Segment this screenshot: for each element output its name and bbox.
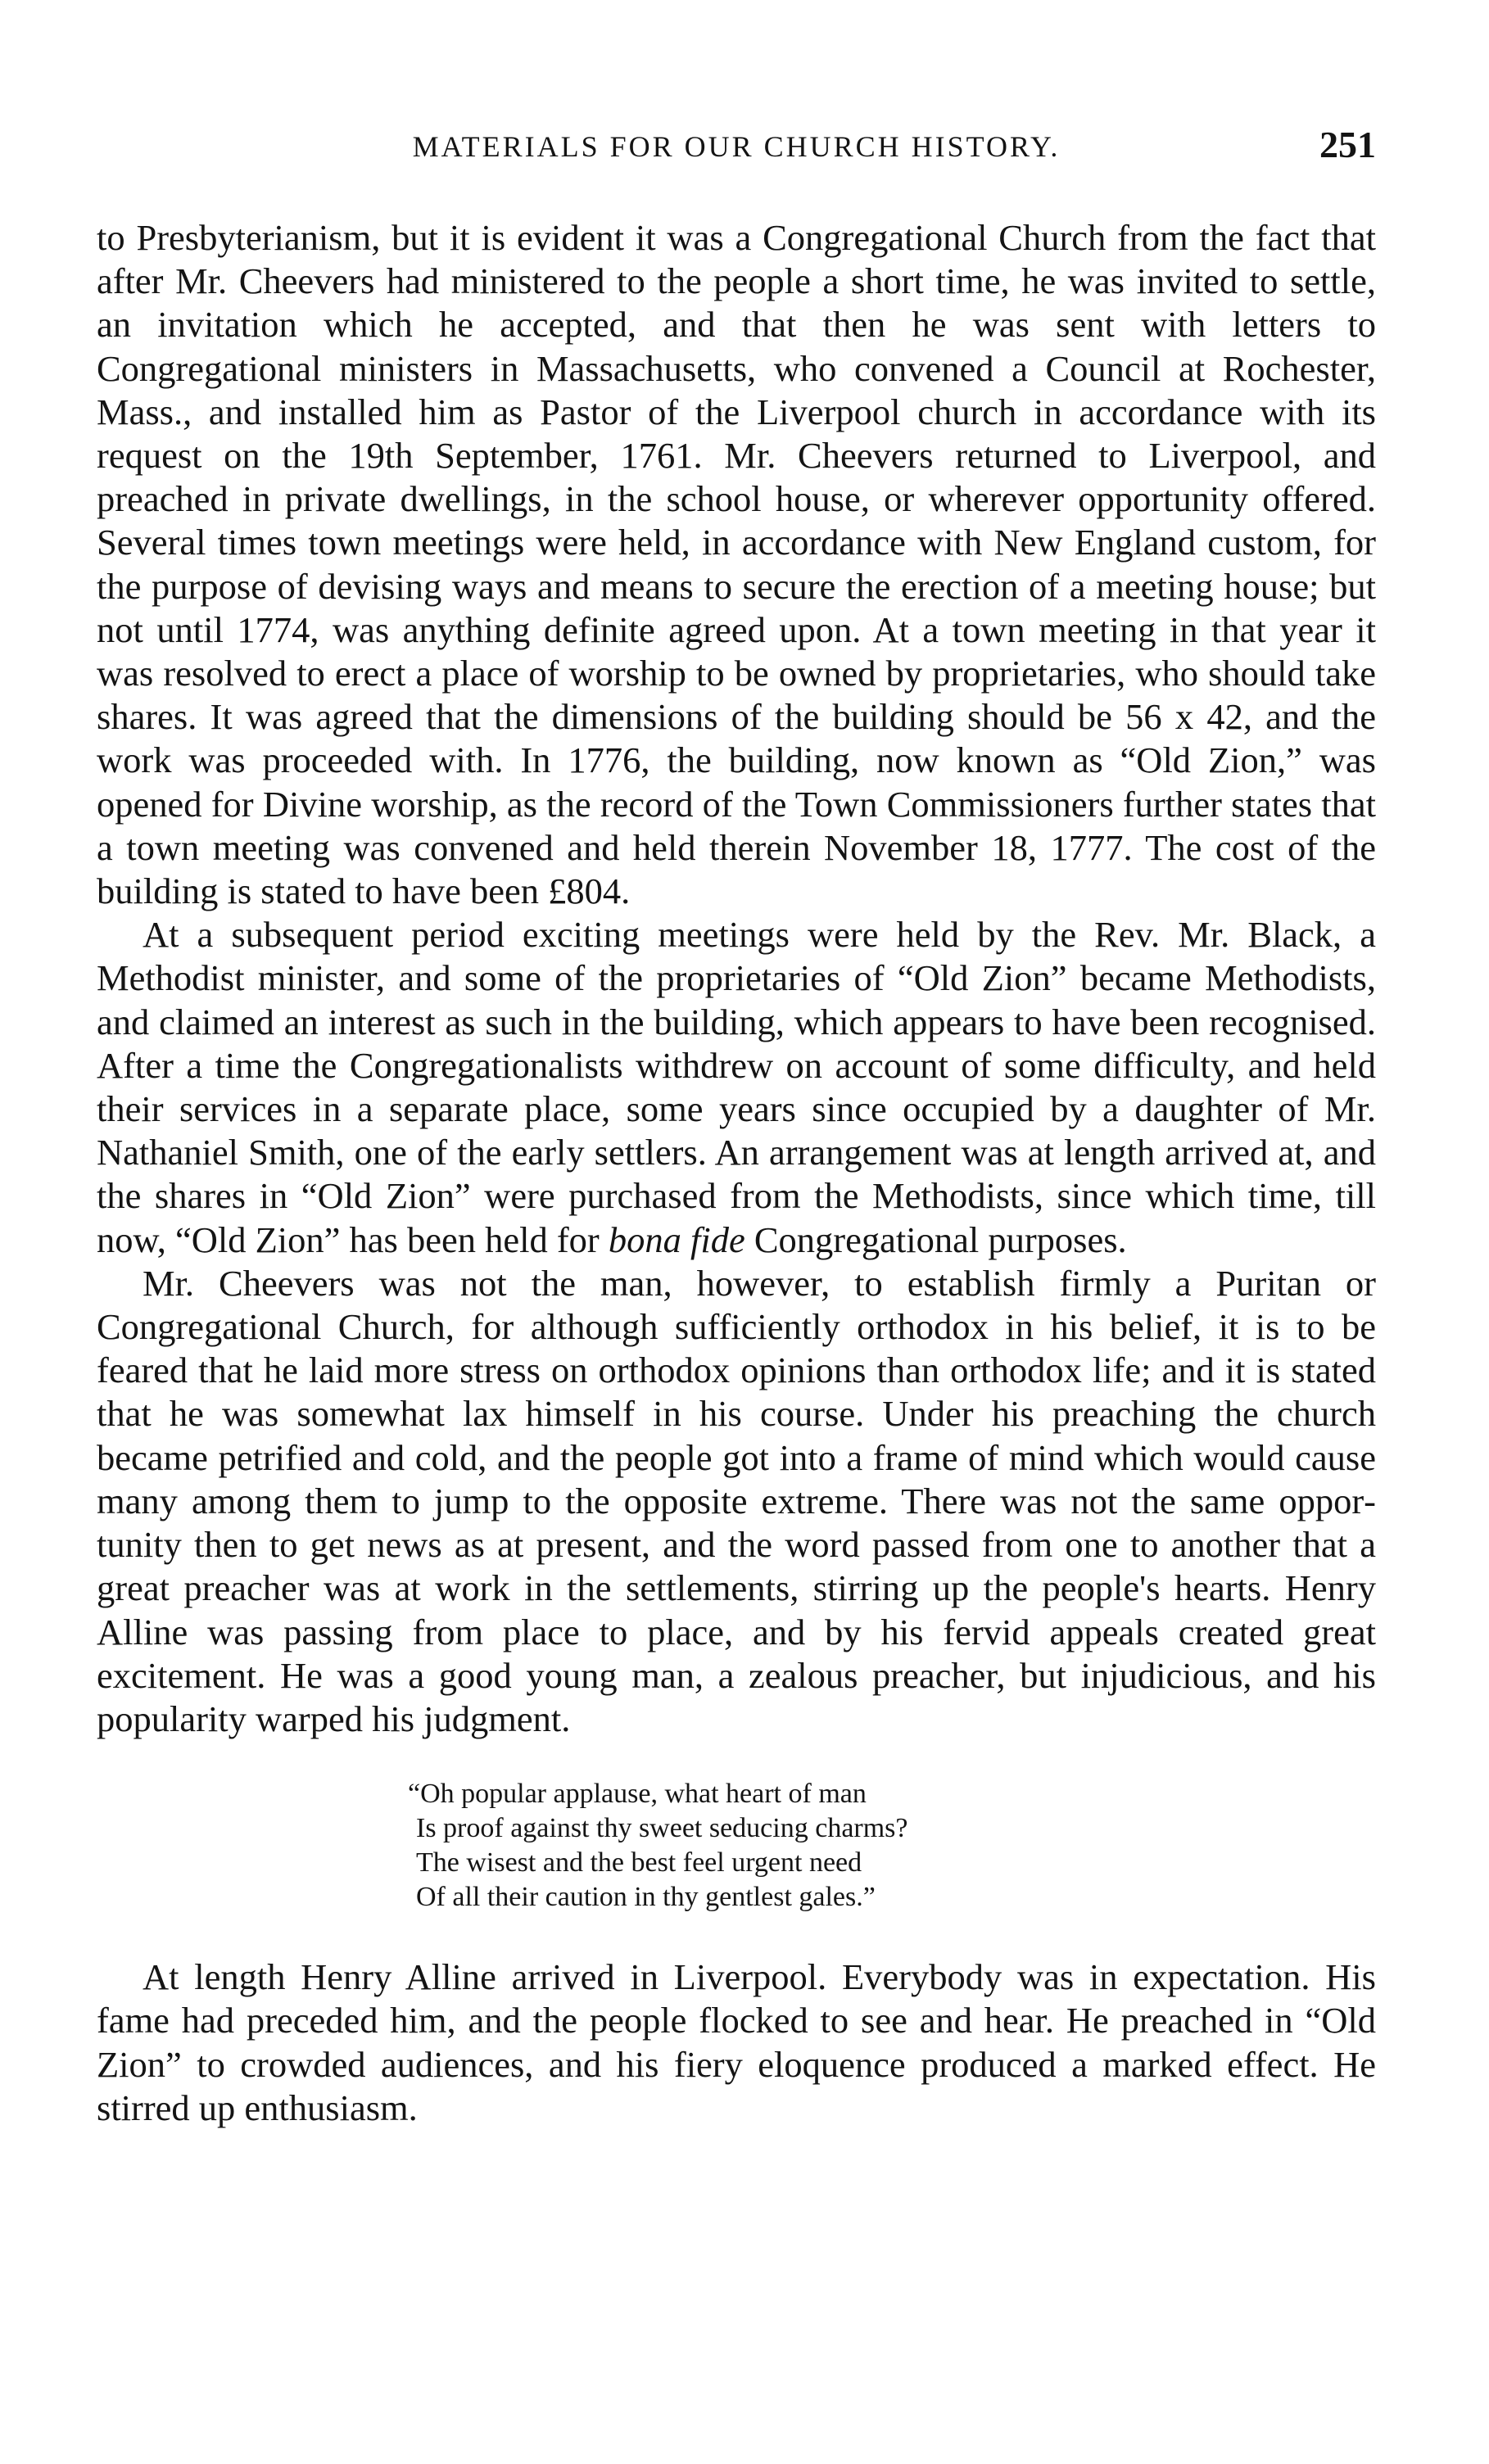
running-title: MATERIALS FOR OUR CHURCH HISTORY. [412,130,1061,163]
paragraph-2-text-b: Congregational purposes. [744,1218,1127,1260]
paragraph-1: to Presbyterianism, but it is evident it was a Congregational Church from the fact that after Mr. Cheevers had ministered to the people a short time, he was invited to settle, an invitation which he accepted, and that then he was sent with letters to Congregational ministers in Massachusetts, who convened a Council at Rochester, Mass., and installed him as Pastor of the Liverpool church in accordance with its request on the 19th September, 1761. Mr. Cheevers returned to Liverpool, and preached in private dwellings, in the school house, or wherever opportunity offered. Several times town meetings were held, in accordance with New England custom, for the purpose of devising ways and means to secure the erection of a meeting house; but not until 1774, was anything definite agreed upon. At a town meeting in that year it was resolved to erect a place of worship to be owned by proprietaries, who should take shares. It was agreed that the dimensions of the building should be 56 x 42, and the work was proceeded with. In 1776, the building, now known as “Old Zion,” was opened for Divine worship, as the record of the Town Commissioners further states that a town meeting was convened and held therein November 18, 1777. The cost of the building is stated to have been £804. [97,217,1376,912]
paragraph-2 [97,913,1376,1262]
verse-line: The wisest and the best feel urgent need [416,1847,862,1879]
body-text [97,216,1376,2130]
page-number: 251 [1319,124,1376,165]
verse-quotation [97,1777,1376,1915]
verse-line: Is proof against thy sweet seducing charms? [416,1813,908,1844]
paragraph-3: Mr. Cheevers was not the man, however, to establish firmly a Puritan or Congregational Church, for although sufficiently orthodox in his belief, it is to be feared that he laid more stress on orthodox opinions than orthodox life; and it is stated that he was somewhat lax himself in his course. Under his preaching the church became petrified and cold, and the people got into a frame of mind which would cause many among them to jump to the opposite extreme. There was not the same opportunity then to get news as at present, and the word passed from one to another that a great preacher was at work in the settlements, stirring up the people's hearts. Henry Alline was passing from place to place, and by his fervid appeals created great excitement. He was a good young man, a zealous preacher, but injudicious, and his popularity warped his judgment. [97,1262,1376,1739]
paragraph-2-text-a: At a subsequent period exciting meetings were held by the Rev. Mr. Black, a Methodist minister, and some of the proprietaries of “Old Zion” became Methodists, and claimed an interest as such in the building, which appears to have been recognised. After a time the Congregationalists withdrew on account of some difficulty, and held their services in a separate place, some years since occupied by a daughter of Mr. Nathaniel Smith, one of the early settlers. An arrangement was at length arrived at, and the shares in “Old Zion” were purchased from the Methodists, since which time, till now, “Old Zion” has been held for [97,914,1376,1260]
verse-line: Of all their caution in thy gentlest gales.” [416,1882,876,1913]
book-page [97,123,1376,2130]
paragraph-2-italic: bona fide [608,1218,745,1260]
verse-line: “Oh popular applause, what heart of man [408,1779,867,1810]
paragraph-4: At length Henry Alline arrived in Liverpool. Everybody was in expectation. His fame had preceded him, and the people flocked to see and hear. He preached in “Old Zion” to crowded audiences, and his fiery eloquence produced a marked effect. He stirred up enthusiasm. [97,1956,1376,2128]
running-head [97,123,1376,180]
